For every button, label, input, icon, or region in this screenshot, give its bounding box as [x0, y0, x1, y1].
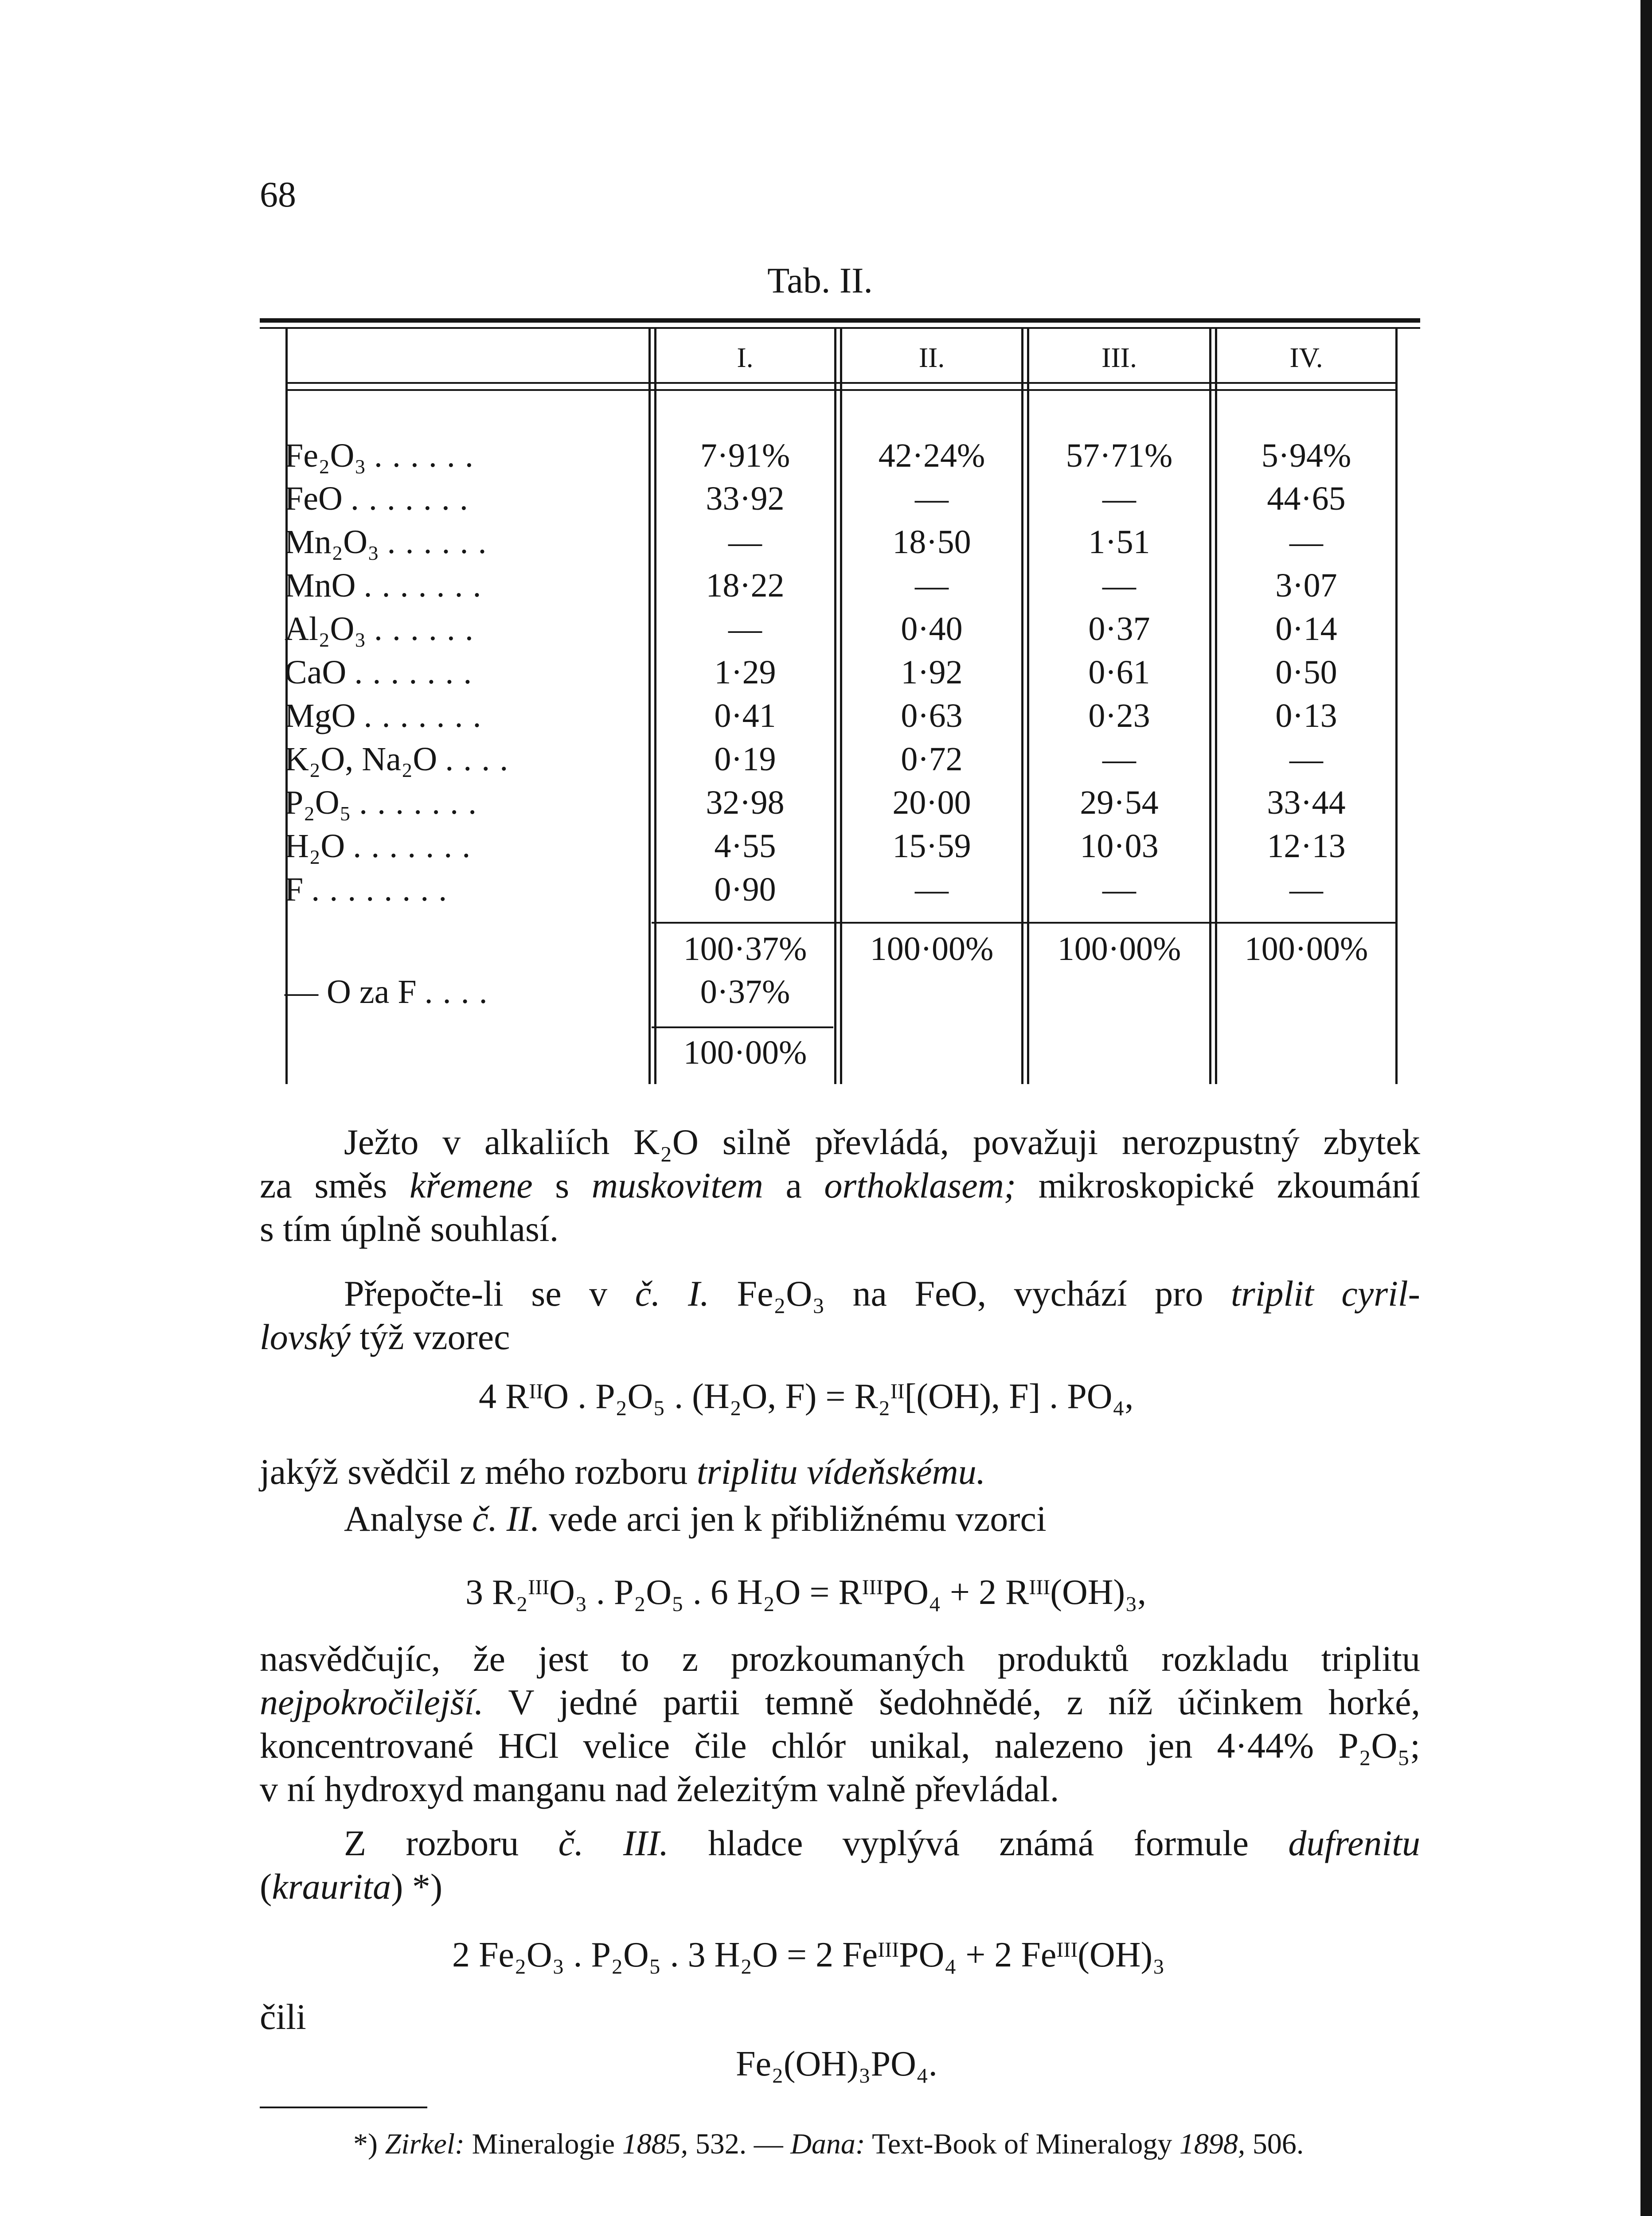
footnote-author: Dana: [790, 2128, 865, 2160]
text-run: lovský [260, 1317, 351, 1357]
cell: — [1289, 523, 1323, 561]
cell: 1·51 [1088, 523, 1150, 561]
table-top-rule [260, 318, 1420, 323]
row-label-text: F [285, 871, 304, 908]
text-run: muskovitem [591, 1165, 763, 1206]
text-run: č. III. [558, 1823, 669, 1863]
cell: 1·92 [901, 654, 963, 691]
row-label-text: Al₂O₃ [285, 610, 366, 648]
cell: 42·24% [878, 437, 985, 474]
cell: 12·13 [1267, 827, 1346, 865]
text-run: křemene [409, 1165, 533, 1206]
col-divider-3a [1021, 329, 1023, 1084]
correction-cell: 0·37% [700, 973, 790, 1010]
formula-3: 2 Fe₂O₃ . P₂O₅ . 3 H₂O = 2 FeᴵᴵᴵPO₄ + 2 Feᴵᴵᴵ(OH)₃ [452, 1935, 1165, 1974]
table-right-line [1395, 329, 1398, 1084]
cell: 0·72 [901, 741, 963, 778]
text-line [260, 1865, 1420, 1908]
col-header-2: II. [918, 342, 945, 373]
cell: — [915, 871, 949, 908]
text-run: triplit cyril- [1231, 1273, 1420, 1314]
text-run: hladce vyplývá známá formule [668, 1823, 1289, 1863]
cell: 15·59 [892, 827, 971, 865]
row-label-text: FeO [285, 480, 343, 517]
col-header-1: I. [737, 342, 754, 373]
cell: 0·13 [1275, 697, 1337, 734]
text-run: ) *) [391, 1866, 443, 1907]
cell: 33·44 [1267, 784, 1346, 821]
text-run: dufrenitu [1288, 1823, 1420, 1863]
paragraph-6 [260, 1822, 1420, 1908]
text-run: Ježto v alkaliích K₂O silně převládá, považuji nerozpustný zbytek [344, 1122, 1420, 1162]
cell: — [1102, 567, 1136, 604]
row-label: CaO ....... [285, 654, 482, 691]
text-run: Fe₂O₃ na FeO, vychází pro [709, 1273, 1231, 1314]
formula-4: Fe₂(OH)₃PO₄. [736, 2044, 937, 2083]
text-line [260, 1450, 1420, 1494]
table-title: Tab. II. [767, 260, 873, 300]
total-cell: 100·00% [1057, 930, 1181, 968]
paragraph-1 [260, 1120, 1420, 1251]
cell: — [1102, 741, 1136, 778]
cell: — [1102, 480, 1136, 517]
sum-rule [652, 922, 1396, 924]
row-label: H₂O ....... [285, 827, 480, 865]
text-run: V jedné partii temně šedohnědé, z níž účinkem horké, [483, 1682, 1420, 1722]
row-label: MgO ....... [285, 697, 491, 734]
paragraph-2 [260, 1272, 1420, 1359]
text-run: za směs [260, 1165, 410, 1206]
row-label-text: MnO [285, 567, 356, 604]
col-header-4: IV. [1289, 342, 1323, 373]
cell: 0·41 [714, 697, 776, 734]
col-divider-1a [648, 329, 651, 1084]
formula-2: 3 R₂ᴵᴵᴵO₃ . P₂O₅ . 6 H₂O = RᴵᴵᴵPO₄ + 2 Rᴵᴵᴵ(OH)₃, [465, 1573, 1147, 1612]
cell: 20·00 [892, 784, 971, 821]
text-run: orthoklasem; [824, 1165, 1016, 1206]
text-line: v ní hydroxyd manganu nad železitým valně převládal. [260, 1769, 1059, 1809]
row-label-correction: — O za F .... [285, 973, 497, 1010]
cell: — [915, 567, 949, 604]
row-label-text: K₂O, Na₂O [285, 741, 437, 778]
row-label-text: P₂O₅ [285, 784, 351, 821]
footnote-text: Mineralogie [465, 2128, 622, 2160]
row-label-text: Mn₂O₃ [285, 523, 379, 561]
cell: 1·29 [714, 654, 776, 691]
footnote-mark: *) [353, 2128, 378, 2160]
cell: 18·22 [706, 567, 785, 604]
text-run: ( [260, 1866, 272, 1907]
page-number: 68 [260, 174, 296, 215]
cell: 18·50 [892, 523, 971, 561]
text-run: Analyse [344, 1498, 473, 1539]
paragraph-5 [260, 1637, 1420, 1811]
cell: 0·40 [901, 610, 963, 648]
row-label: K₂O, Na₂O .... [285, 741, 518, 778]
cell: — [1289, 871, 1323, 908]
footnote-author: Zirkel: [385, 2128, 465, 2160]
final-sum-rule [652, 1026, 833, 1028]
cell: 0·14 [1275, 610, 1337, 648]
row-label-text: — O za F [285, 973, 417, 1010]
text-line: nasvědčujíc, že jest to z prozkoumaných produktů rozkladu triplitu [260, 1639, 1420, 1679]
text-run: jakýž svědčil z mého rozboru [260, 1451, 697, 1492]
row-label: F ........ [285, 871, 457, 908]
row-label: Fe₂O₃ ...... [285, 437, 483, 474]
paragraph-4 [260, 1497, 1420, 1541]
footnote-text: 532. — [688, 2128, 791, 2160]
row-label-text: MgO [285, 697, 356, 734]
cell: 29·54 [1080, 784, 1159, 821]
cell: 0·50 [1275, 654, 1337, 691]
text-run: č. I. [635, 1273, 709, 1314]
text-run: triplitu vídeňskému. [696, 1451, 986, 1492]
total-cell: 100·37% [683, 930, 807, 968]
footnote-year: 1898, [1179, 2128, 1246, 2160]
text-run: mikroskopické zkoumání [1016, 1165, 1420, 1206]
row-label-text: Fe₂O₃ [285, 437, 366, 474]
cell: — [1102, 871, 1136, 908]
text-run: a [763, 1165, 824, 1206]
row-label: P₂O₅ ....... [285, 784, 487, 821]
cell: — [915, 480, 949, 517]
cell: 0·61 [1088, 654, 1150, 691]
cell: 0·23 [1088, 697, 1150, 734]
cell: — [728, 523, 762, 561]
text-line [260, 1315, 1420, 1359]
footnote-text: 506. [1245, 2128, 1304, 2160]
footnote-text: Text-Book of Mineralogy [865, 2128, 1179, 2160]
total-cell: 100·00% [870, 930, 994, 968]
text-line [260, 1164, 1420, 1207]
text-run: Přepočte-li se v [344, 1273, 635, 1314]
paragraph-3 [260, 1450, 1420, 1494]
text-line [260, 1272, 1420, 1315]
text-line [260, 1497, 1420, 1541]
cell: 0·90 [714, 871, 776, 908]
row-label: Mn₂O₃ ...... [285, 523, 496, 561]
cell: 0·19 [714, 741, 776, 778]
row-label-text: H₂O [285, 827, 345, 865]
text-line [260, 1822, 1420, 1865]
cell: 5·94% [1261, 437, 1351, 474]
footnote-rule [260, 2107, 427, 2108]
cell: 3·07 [1275, 567, 1337, 604]
cell: 57·71% [1066, 437, 1173, 474]
col-header-3: III. [1101, 342, 1137, 373]
text-run: nejpokročilejší. [260, 1682, 484, 1722]
total-cell: 100·00% [1244, 930, 1368, 968]
cell: 33·92 [706, 480, 785, 517]
footnote-year: 1885, [622, 2128, 688, 2160]
cili-label: čili [260, 1997, 306, 2037]
final-total-cell: 100·00% [683, 1034, 807, 1071]
text-run: týž vzorec [350, 1317, 510, 1357]
footnote [353, 2127, 1304, 2161]
row-label: MnO ....... [285, 567, 491, 604]
text-line [260, 1120, 1420, 1164]
formula-1: 4 RᴵᴵO . P₂O₅ . (H₂O, F) = R₂ᴵᴵ[(OH), F] . PO₄, [479, 1377, 1134, 1416]
text-run: vede arci jen k přibližnému vzorci [539, 1498, 1047, 1539]
cell: 32·98 [706, 784, 785, 821]
cell: 7·91% [700, 437, 790, 474]
text-run: s [532, 1165, 592, 1206]
col-divider-4a [1209, 329, 1211, 1084]
cell: — [728, 610, 762, 648]
cell: 44·65 [1267, 480, 1346, 517]
text-run: kraurita [272, 1866, 391, 1907]
cell: 4·55 [714, 827, 776, 865]
text-line: koncentrované HCl velice čile chlór unikal, nalezeno jen 4·44% P₂O₅; [260, 1725, 1420, 1766]
cell: 0·63 [901, 697, 963, 734]
cell: — [1289, 741, 1323, 778]
row-label: FeO ....... [285, 480, 478, 517]
text-run: č. II. [472, 1498, 540, 1539]
text-line [260, 1681, 1420, 1724]
cell: 10·03 [1080, 827, 1159, 865]
cell: 0·37 [1088, 610, 1150, 648]
text-run: Z rozboru [344, 1823, 558, 1863]
row-label: Al₂O₃ ...... [285, 610, 483, 648]
col-divider-2a [834, 329, 836, 1084]
text-line: s tím úplně souhlasí. [260, 1209, 559, 1249]
scan-edge-right [1640, 0, 1652, 2216]
row-label-text: CaO [285, 654, 347, 691]
